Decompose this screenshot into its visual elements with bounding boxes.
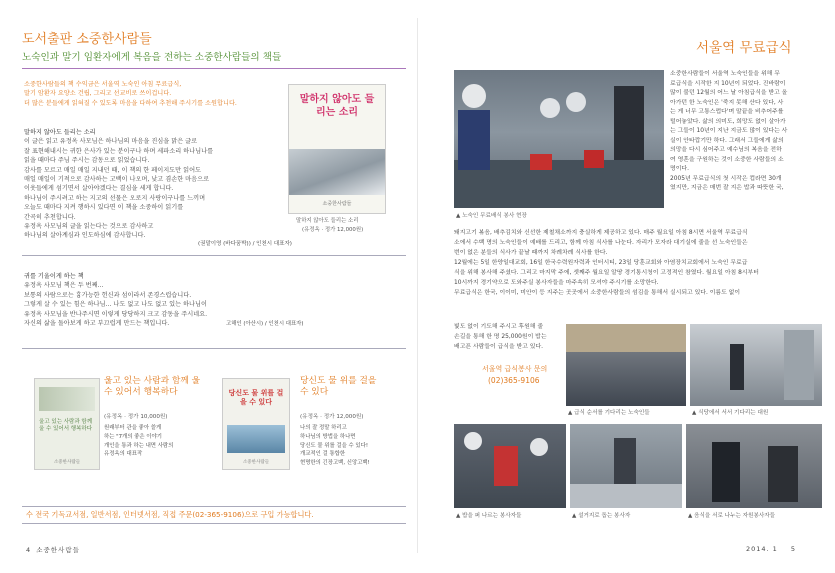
- book2-desc-line: 하는 "7개의 좋은 이야기: [104, 433, 162, 440]
- book3-desc-line: 현명한의 긴장고백, 신앙고백!: [300, 460, 370, 467]
- photo-cafeteria-caption: ▲ 식당에서 서서 기다리는 대원: [692, 410, 769, 416]
- article-line: 아가던 한 노숙인은 '죽지 못해 산다 있다, 사: [670, 99, 784, 106]
- photo-waiting-caption: ▲ 급식 순서를 기다리는 노숙인들: [568, 410, 650, 416]
- book2-price: (유정옥 · 정가 10,000원): [104, 414, 168, 420]
- photo-person: [494, 446, 518, 486]
- article-line: 소에서 수백 명의 노숙인들이 예배를 드리고, 함께 아침 식사를 나눈다. 자리가 모자라 대기실에 줄을 선 노숙인들은: [454, 240, 748, 246]
- photo-red-container: [584, 150, 604, 168]
- section-rule: [22, 348, 406, 349]
- photo-dishes-caption: ▲ 설거지로 돕는 봉사자: [572, 513, 631, 519]
- book3-cover-label: 소중한사람들: [242, 460, 270, 465]
- article-line: 돼지고기 볶음, 배추김치와 신선한 제철채소까지 충실하게 제공하고 있다. 매주 월요일 아침 8시면 서울역 무료급식: [454, 230, 748, 236]
- photo-cafeteria: [690, 324, 822, 406]
- article-line: 명이다.: [670, 166, 689, 172]
- article-line: 의망을 다시 심어주고 예수님의 복음을 전하: [670, 147, 782, 153]
- left-page-number: 4: [26, 546, 31, 554]
- photo-volunteers-caption: ▲ 밥을 퍼 나르는 봉사자들: [456, 513, 522, 519]
- review-line: 오늘도 때마다 지켜 행하시 있다면 이 책을 소중하이 읽기를: [24, 204, 184, 212]
- review-line: 유정옥 사모님 책은 두 번째...: [24, 282, 104, 290]
- photo-person-cap: [462, 84, 486, 108]
- photo-red-container: [530, 154, 552, 170]
- article-line: 번이 없은 분들의 식사가 끝날 때까지 차례차례 식사를 한다.: [454, 250, 608, 256]
- article-line: 무료급식은 한국, 이이미, 미안이 등 지주는 곳곳에서 소중한사람들의 섬김을 통해서 실시되고 있다. 이름도 없이: [454, 290, 741, 296]
- photo-sink: [570, 484, 682, 508]
- photo-volunteers: [454, 424, 566, 508]
- section-rule: [22, 255, 406, 256]
- order-rule-bottom: [22, 523, 406, 524]
- article-title: 서울역 무료급식: [696, 40, 792, 56]
- review-line: 유정옥 사모님을 반나주시면 이렇게 당당하지 크고 감동을 주시네요.: [24, 310, 208, 318]
- review-line: 매일 매일이 기적으로 감사하는 고백이 나오며, 낮고 겸손한 마음으로: [24, 176, 210, 184]
- photo-person: [712, 442, 740, 502]
- book2-cover: [34, 378, 100, 470]
- review-line: 말하지 않아도 들리는 소리: [24, 129, 96, 136]
- book2-heading: 울고 있는 사람과 함께 울 수 있어서 행복하다: [104, 376, 201, 397]
- article-body: [454, 228, 822, 298]
- book1-cover-label: 소중한사람들: [322, 201, 352, 207]
- review-line: 간곡히 추천합니다.: [24, 213, 76, 221]
- book1-review: [24, 128, 282, 241]
- photo-sharing-caption: ▲ 음식을 서로 나누는 자원봉사자들: [688, 513, 776, 519]
- book3-desc: [300, 424, 400, 468]
- review-line: 하나님이 주시려고 하는 지고의 선물은 오로지 사랑이구나를 느끼며: [24, 194, 206, 202]
- photo-door: [784, 330, 814, 400]
- book3-cover: [222, 378, 290, 470]
- right-footer: [746, 545, 796, 553]
- book2-desc-line: 원래부터 관을 좋아 쓸게: [104, 425, 162, 431]
- review-line: 그렇게 살 수 있는 힘은 하나님... 나도 없고 나도 없고 있는 하나님이: [24, 301, 207, 309]
- article-line: 2005년 무료급식의 첫 시작은 컵라면 30개: [670, 175, 782, 182]
- left-footer-label: 소중한사람들: [36, 546, 80, 554]
- article-intro: [670, 70, 820, 194]
- photo-person-cap: [530, 438, 548, 456]
- book3-desc-line: 나의 잘 정말 하리고: [300, 425, 347, 431]
- photo-dishes: [570, 424, 682, 508]
- photo-person: [458, 110, 490, 170]
- review-line: 감사를 모르고 매일 매일 지내던 때, 이 책의 한 페이지도만 읽어도: [24, 166, 202, 174]
- article-line: 는 게 너무 고통스럽다'며 말끝을 비추어주를: [670, 109, 784, 115]
- main-photo-caption: ▲ 노숙인 무료배식 봉사 현장: [456, 213, 527, 219]
- book3-desc-line: 개교적인 걸 통합한: [300, 451, 346, 458]
- book2-cover-title: 울고 있는 사람과 함께 울 수 있어서 행복하다: [39, 419, 93, 432]
- book3-desc-line: 하나님의 방법을 하나면: [300, 433, 356, 440]
- book3-price: (유정옥 · 정가 12,000원): [300, 414, 364, 420]
- publisher-subtitle: 노숙인과 말기 임환자에게 복음을 전하는 소중한사람들의 책들: [22, 52, 282, 63]
- photo-shelves: [566, 324, 686, 352]
- review-line: 유정옥 사모님의 글을 읽는다는 것으로 감사하고: [24, 223, 154, 231]
- review-line: 귀를 기울이게 하는 책: [24, 273, 84, 280]
- book3-desc-line: 당신도 물 위를 걸을 수 있다!: [300, 442, 369, 449]
- book1-cover: [288, 84, 386, 214]
- article-line: 빛도 없이 기도해 주시고 후원해 줄: [454, 324, 544, 330]
- article-line: 였지만, 지금은 매번 잘 지은 밥과 따뜻한 국,: [670, 185, 784, 191]
- article-line: 12월에는 5일 한양일대교회, 16일 한국수력원자력과 인터시티, 23일 당훈교회와 아염장치교회에서 노숙인 무료급: [454, 260, 748, 266]
- intro-line: 소중한사람들의 책 수익금은 서울역 노숙인 아침 무료급식,: [24, 81, 182, 88]
- book1-cover-title: 말하지 않아도 들리는 소리: [299, 94, 375, 118]
- right-page-number: 5: [790, 545, 797, 553]
- book3-heading: 당신도 물 위를 걸을 수 있다: [300, 376, 377, 397]
- intro-line: 말기 암환자 요양소 건립, 그리고 선교비로 쓰이겁니다.: [24, 90, 172, 98]
- article-line: 10시까지 경기약으로 도와주실 봉사자들을 마주속히 모셔야 주시기를 소망한다.: [454, 280, 659, 286]
- book1-review-sign: (권말이영 (바다꿈박)) / 인천시 대표자): [198, 241, 292, 247]
- review-line: 보통의 사람으로는 흉가능한 헌신과 섬이라서 존경스럽습니다.: [24, 291, 192, 299]
- book1-cover-art: [289, 149, 385, 195]
- book2-cover-art: [39, 387, 95, 411]
- review-line: 이웃들에게 섬기면서 살아야겠다는 결심을 세게 합니다.: [24, 185, 174, 193]
- article-line: 식을 위해 봉사해 주셨다. 그리고 마지막 주에, 셋째주 월요일 알땅 경기통시청이 고정적인 참였다. 월요일 아침 8시부터: [454, 270, 759, 276]
- book1-review-2-sign: 고해인 (아산시) / 인천시 대표자): [226, 321, 304, 327]
- photo-person-cap: [566, 92, 586, 112]
- book1-price: (유정옥 · 정가 12,000원): [302, 227, 364, 233]
- photo-person: [768, 446, 798, 502]
- article-line: 배고픈 사람들이 급식을 받고 있다.: [454, 344, 544, 350]
- right-footer-date: 2014. 1: [746, 545, 778, 553]
- article-body-end: [454, 322, 584, 352]
- photo-person: [730, 344, 744, 390]
- article-line: 많이 불던 12월의 어느 날 아침급식을 받고 올: [670, 90, 788, 96]
- main-photo: [454, 70, 664, 208]
- review-line: 자신의 삶을 돌아보게 하고 부끄럽게 만드는 책입니다.: [24, 320, 170, 328]
- photo-person-cap: [540, 98, 560, 118]
- photo-person: [614, 86, 644, 160]
- contact-label: 서울역 급식봉사 문의: [482, 365, 548, 373]
- photo-person-cap: [464, 432, 482, 450]
- review-line: 이 글은 읽고 유정옥 사모님은 하나님의 마음을 진심을 맑은 글로: [24, 138, 198, 146]
- book3-cover-art: [227, 425, 285, 453]
- article-line: 실이 안타깝기만 하다. 그래서 그들에게 삶의: [670, 137, 784, 144]
- publisher-title: 도서출판 소중한사람들: [22, 32, 152, 47]
- photo-sharing: [686, 424, 822, 508]
- header-rule: [22, 68, 406, 69]
- photo-person: [614, 438, 636, 488]
- left-footer: [26, 545, 80, 554]
- order-rule-top: [22, 506, 406, 507]
- contact-phone: (02)365-9106: [488, 376, 540, 385]
- right-page: [418, 0, 835, 573]
- intro-text: [24, 80, 279, 108]
- review-line: 하나님의 살아계심과 인도하심에 감사합니다.: [24, 232, 146, 240]
- order-info: 수 전국 기독교서점, 일반서점, 인터넷서점, 직접 주문(02-365-9106)으로 구입 가능합니다.: [26, 510, 314, 519]
- article-line: 털어놓았다. 삶의 의미도, 희망도 없이 살아가: [670, 118, 786, 125]
- review-line: 읽을 때마다 주님 주시는 감동으로 읽었습니다.: [24, 157, 150, 165]
- article-line: 손길을 통해 한 명 25,000원이 밥는: [454, 334, 547, 340]
- book2-cover-label: 소중한사람들: [53, 460, 81, 465]
- book3-cover-title: 당신도 물 위를 걸을 수 있다: [228, 389, 284, 406]
- book2-desc-line: 개인을 통과 하는 내면 사람의: [104, 442, 174, 449]
- article-line: 료급식을 시작한 지 10년이 되었다. 진바람이: [670, 80, 786, 87]
- article-line: 소중한사람들이 서울역 노숙인들을 위해 무: [670, 71, 780, 77]
- book2-desc-line: 유정옥의 대표작: [104, 451, 143, 458]
- article-line: 는 그들이 10년이 지난 지금도 많이 있다는 사: [670, 128, 788, 134]
- book2-desc: [104, 424, 204, 459]
- article-line: 여 영혼을 구원하는 것이 소중한 사람들의 소: [670, 156, 784, 163]
- review-line: 잘 표현해내시는 귀한 은사가 있는 분이구나 하며 세파소리 하나님나를: [24, 147, 214, 155]
- intro-line: 더 많은 분들에게 읽혀질 수 있도록 마음을 다하여 추천해 주시기를 소원합니다.: [24, 99, 237, 107]
- photo-waiting: [566, 324, 686, 406]
- book1-caption: 말하지 않아도 들리는 소리: [296, 218, 359, 224]
